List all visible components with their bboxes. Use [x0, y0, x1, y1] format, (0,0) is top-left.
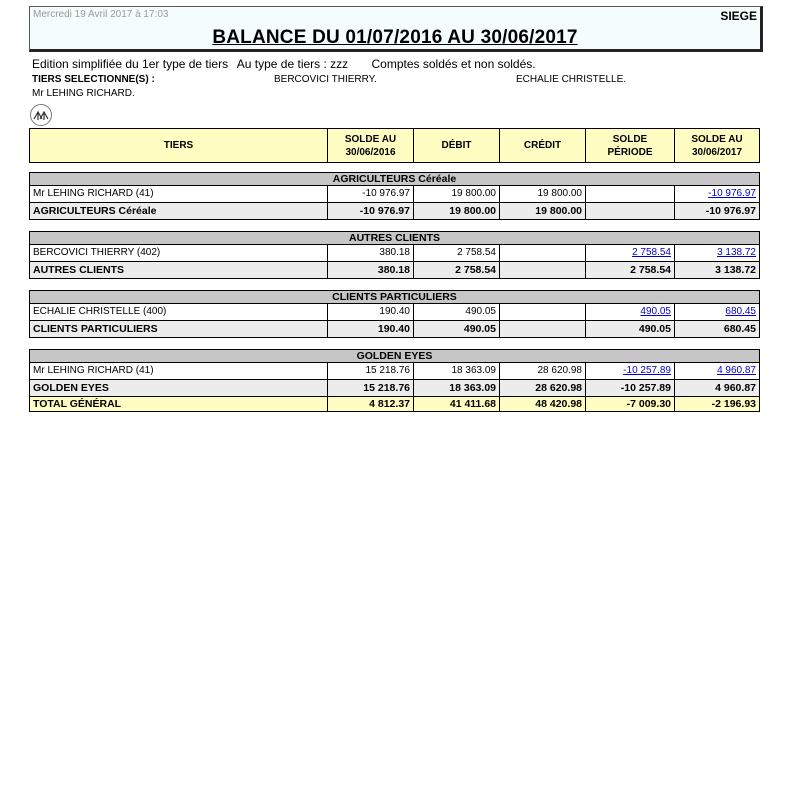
- selected-tiers-item: ECHALIE CHRISTELLE.: [516, 74, 627, 85]
- tiers-name: BERCOVICI THIERRY (402): [30, 245, 328, 262]
- site-label: SIEGE: [720, 9, 757, 23]
- up-arrows-icon[interactable]: [30, 104, 52, 126]
- subtotal-row: AGRICULTEURS Céréale -10 976.97 19 800.00 19 800.00 -10 976.97: [30, 203, 760, 220]
- subtotal-row: AUTRES CLIENTS 380.18 2 758.54 2 758.54 3 138.72: [30, 262, 760, 279]
- table-row: ECHALIE CHRISTELLE (400) 190.40 490.05 490.05 680.45: [30, 304, 760, 321]
- subtotal-row: CLIENTS PARTICULIERS 190.40 490.05 490.05 680.45: [30, 321, 760, 338]
- col-solde-debut: SOLDE AU 30/06/2016: [328, 129, 414, 163]
- col-credit: CRÉDIT: [500, 129, 586, 163]
- group-title: AUTRES CLIENTS: [30, 232, 760, 245]
- group-golden-eyes: [29, 349, 760, 412]
- solde-periode-link[interactable]: 2 758.54: [632, 247, 671, 258]
- table-row: BERCOVICI THIERRY (402) 380.18 2 758.54 2 758.54 3 138.72: [30, 245, 760, 262]
- report-title: BALANCE DU 01/07/2016 AU 30/06/2017: [212, 27, 578, 48]
- group-autres-clients: [29, 231, 760, 279]
- grand-total-row: TOTAL GÉNÉRAL 4 812.37 41 411.68 48 420.98 -7 009.30 -2 196.93: [30, 397, 760, 412]
- table-row: Mr LEHING RICHARD (41) -10 976.97 19 800.00 19 800.00 -10 976.97: [30, 186, 760, 203]
- tiers-name: Mr LEHING RICHARD (41): [30, 363, 328, 380]
- edition-type: Edition simplifiée du 1er type de tiers: [32, 57, 229, 71]
- print-date: Mercredi 19 Avril 2017 à 17:03: [33, 9, 169, 20]
- col-tiers: TIERS: [30, 129, 328, 163]
- solde-fin-link[interactable]: 3 138.72: [717, 247, 756, 258]
- solde-periode-link[interactable]: 490.05: [640, 306, 671, 317]
- solde-fin-link[interactable]: -10 976.97: [708, 188, 756, 199]
- report-header: [29, 6, 763, 52]
- tiers-name: ECHALIE CHRISTELLE (400): [30, 304, 328, 321]
- group-clients-particuliers: [29, 290, 760, 338]
- group-title: AGRICULTEURS Céréale: [30, 173, 760, 186]
- selected-tiers-item: Mr LEHING RICHARD.: [32, 88, 135, 99]
- col-debit: DÉBIT: [414, 129, 500, 163]
- tiers-name: Mr LEHING RICHARD (41): [30, 186, 328, 203]
- col-solde-periode: SOLDE PÉRIODE: [586, 129, 675, 163]
- group-title: CLIENTS PARTICULIERS: [30, 291, 760, 304]
- subtotal-row: GOLDEN EYES 15 218.76 18 363.09 28 620.98 -10 257.89 4 960.87: [30, 380, 760, 397]
- selected-tiers-label: TIERS SELECTIONNE(S) :: [32, 74, 155, 85]
- edition-info: [32, 57, 542, 71]
- group-title: GOLDEN EYES: [30, 350, 760, 363]
- table-row: Mr LEHING RICHARD (41) 15 218.76 18 363.09 28 620.98 -10 257.89 4 960.87: [30, 363, 760, 380]
- selected-tiers-item: BERCOVICI THIERRY.: [274, 74, 377, 85]
- group-agriculteurs: [29, 172, 760, 220]
- solde-fin-link[interactable]: 4 960.87: [717, 365, 756, 376]
- grand-total-label: TOTAL GÉNÉRAL: [30, 397, 328, 412]
- solde-periode-link[interactable]: -10 257.89: [623, 365, 671, 376]
- balance-header-table: [29, 128, 760, 163]
- solde-fin-link[interactable]: 680.45: [725, 306, 756, 317]
- comptes-info: Comptes soldés et non soldés.: [371, 57, 536, 71]
- tiers-type: Au type de tiers : zzz: [236, 57, 349, 71]
- col-solde-fin: SOLDE AU 30/06/2017: [675, 129, 760, 163]
